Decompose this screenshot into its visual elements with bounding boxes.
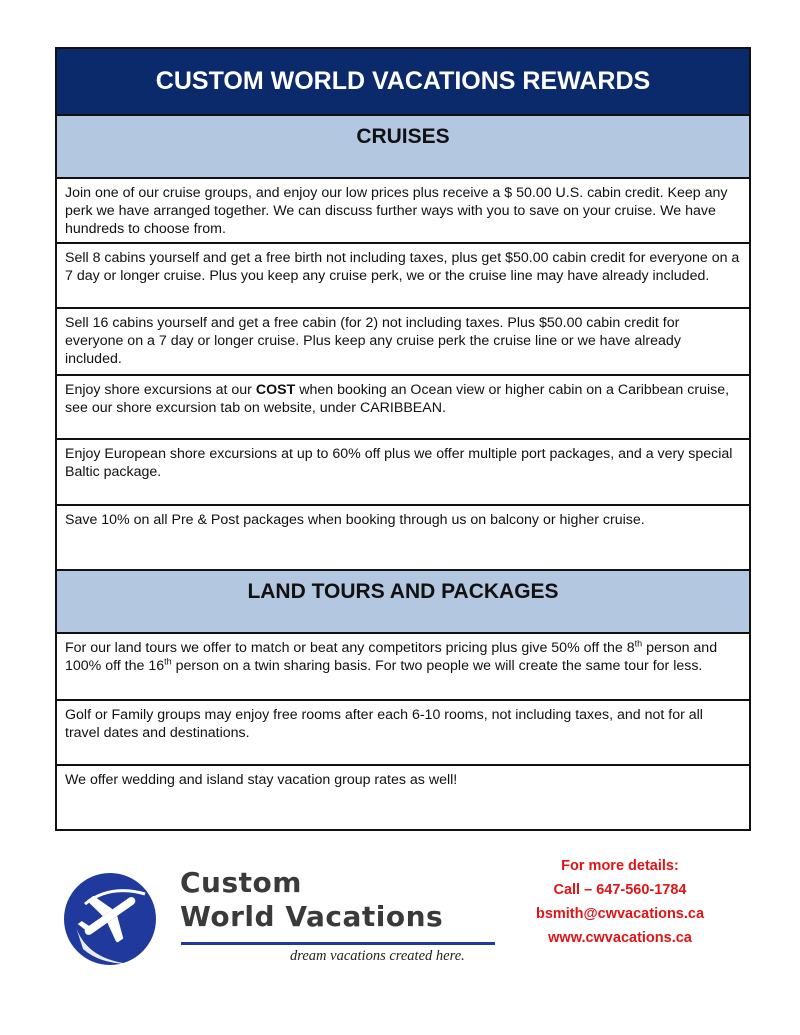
brand-name bbox=[180, 866, 443, 934]
rewards-table bbox=[55, 47, 751, 831]
land-reward-row: Golf or Family groups may enjoy free rooms after each 6-10 rooms, not including taxes, and not for all travel dates and destinations. bbox=[57, 701, 749, 766]
cruise-reward-row: Sell 16 cabins yourself and get a free cabin (for 2) not including taxes. Plus $50.00 cabin credit for everyone on a 7 day or longer cruise. Plus keep any cruise perk the cruise line or we have already included. bbox=[57, 309, 749, 376]
section-heading-cruises: CRUISES bbox=[57, 116, 749, 179]
row-text: when booking an Ocean view or higher cabin on a Caribbean cruise, see our shore excursion tab on website, under CARIBBEAN. bbox=[65, 382, 730, 416]
row-text: person and 100% off the 16 bbox=[65, 640, 718, 674]
page-title: CUSTOM WORLD VACATIONS REWARDS bbox=[57, 49, 749, 116]
contact-block bbox=[495, 854, 745, 950]
footer bbox=[55, 852, 751, 982]
superscript: th bbox=[634, 638, 643, 649]
brand-underline bbox=[181, 942, 495, 945]
cruise-reward-row: Sell 8 cabins yourself and get a free birth not including taxes, plus get $50.00 cabin credit for everyone on a 7 day or longer cruise. Plus you keep any cruise perk, we or the cruise line may have already included. bbox=[57, 244, 749, 309]
contact-heading: For more details: bbox=[561, 858, 679, 874]
tagline: dream vacations created here. bbox=[290, 948, 465, 964]
section-heading-land-tours: LAND TOURS AND PACKAGES bbox=[57, 571, 749, 634]
cruise-reward-row bbox=[57, 376, 749, 440]
row-text: For our land tours we offer to match or beat any competitors pricing plus give 50% off the 8 bbox=[65, 640, 635, 656]
row-text: person on a twin sharing basis. For two people we will create the same tour for less. bbox=[171, 658, 703, 674]
land-reward-row: We offer wedding and island stay vacation group rates as well! bbox=[65, 772, 458, 788]
cruise-reward-row: Join one of our cruise groups, and enjoy our low prices plus receive a $ 50.00 U.S. cabin credit. Keep any perk we have arranged together. We can discuss further ways with you to save on your cruise. We have hundreds to choose from. bbox=[57, 179, 749, 244]
land-reward-row bbox=[57, 634, 749, 701]
airplane-globe-logo-icon bbox=[55, 864, 165, 974]
cruise-reward-row: Enjoy European shore excursions at up to 60% off plus we offer multiple port packages, and a very special Baltic package. bbox=[57, 440, 749, 506]
phone-number: Call – 647-560-1784 bbox=[553, 882, 687, 898]
row-bold-text: COST bbox=[255, 382, 296, 398]
row-text: Enjoy shore excursions at our bbox=[65, 382, 256, 398]
brand-line-2: World Vacations bbox=[180, 900, 444, 933]
superscript: th bbox=[164, 656, 172, 667]
website-link[interactable]: www.cwvacations.ca bbox=[548, 930, 692, 946]
cruise-reward-row: Save 10% on all Pre & Post packages when booking through us on balcony or higher cruise. bbox=[57, 506, 749, 571]
email-link[interactable]: bsmith@cwvacations.ca bbox=[535, 906, 705, 922]
brand-line-1: Custom bbox=[180, 866, 302, 899]
